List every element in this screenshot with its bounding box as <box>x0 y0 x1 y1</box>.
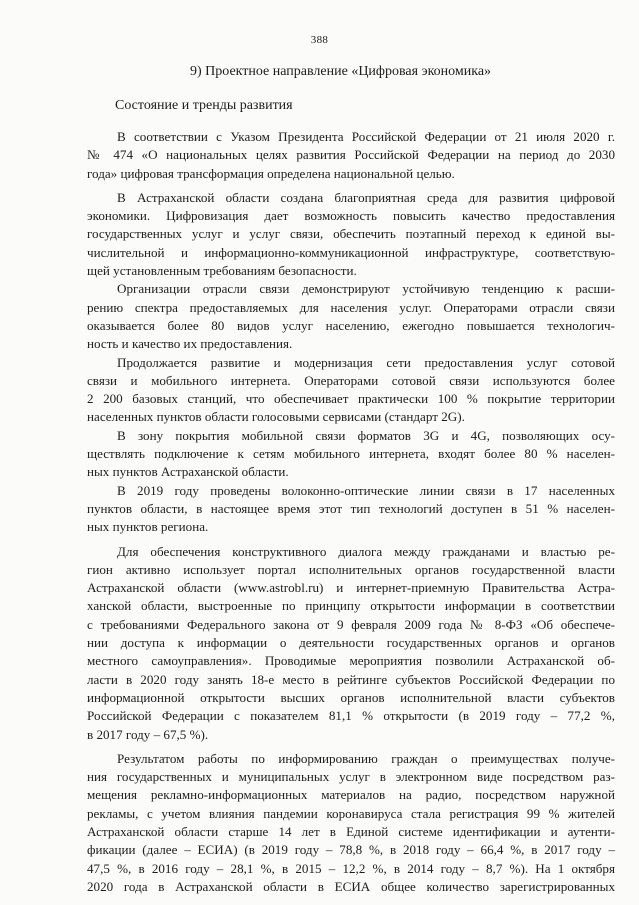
text-line: ных пунктов Астраханской области. <box>87 464 289 480</box>
text-line: Астраханской области старше 14 лет в Единой системе идентификации и аутенти- <box>87 823 615 839</box>
text-line: населенных пунктов области голосовыми сервисами (стандарт 2G). <box>87 409 465 425</box>
text-line: ществлять подключение к сетям мобильного интернета, входят более 80 % населен- <box>87 446 615 462</box>
text-line: Продолжается развитие и модернизация сети предоставления услуг сотовой <box>117 354 615 370</box>
paragraph <box>87 750 615 896</box>
text-line: В зону покрытия мобильной связи форматов 3G и 4G, позволяющих осу- <box>117 427 615 443</box>
subsection-title: Состояние и тренды развития <box>115 98 293 113</box>
paragraph <box>87 189 615 280</box>
paragraph <box>87 427 615 482</box>
text-line: экономики. Цифровизация дает возможность повысить качество предоставления <box>87 208 615 224</box>
text-line: рекламы, с учетом влияния пандемии коронавируса стала регистрация 99 % жителей <box>87 805 615 821</box>
text-line: В 2019 году проведены волоконно-оптические линии связи в 17 населенных <box>117 482 615 498</box>
text-line: фикации (далее – ЕСИА) (в 2019 году – 78,8 %, в 2018 году – 66,4 %, в 2017 году – <box>87 842 615 858</box>
text-line: государственных услуг и услуг связи, обеспечить поэтапный переход к единой вы- <box>87 226 615 242</box>
text-line: с требованиями Федерального закона от 9 февраля 2009 года № 8-ФЗ «Об обеспече- <box>87 616 615 632</box>
text-line: Для обеспечения конструктивного диалога между гражданами и властью ре- <box>117 543 615 559</box>
text-line: числительной и информационно-коммуникационной инфраструктуре, соответствую- <box>87 244 615 260</box>
document-body <box>87 128 615 896</box>
text-line: ния государственных и муниципальных услуг в электронном виде посредством раз- <box>87 769 615 785</box>
text-line: оказывается более 80 видов услуг населению, ежегодно повышается технологич- <box>87 317 615 333</box>
text-line: в 2017 году – 67,5 %). <box>87 726 209 742</box>
text-line: щей установленным требованиям безопасности. <box>87 263 357 279</box>
text-line: информационной открытости высших органов исполнительной власти субъектов <box>87 689 615 705</box>
paragraph <box>87 482 615 537</box>
text-line: года» цифровая трансформация определена национальной целью. <box>87 165 455 181</box>
text-line: Астраханской области (www.astrobl.ru) и интернет-приемную Правительства Астра- <box>87 580 615 596</box>
paragraph <box>87 128 615 183</box>
text-line: нии доступа к информации о деятельности государственных органов и органов <box>87 635 615 651</box>
paragraph <box>87 543 615 744</box>
page-number: 388 <box>310 34 329 46</box>
text-line: ных пунктов региона. <box>87 519 209 535</box>
text-line: ласти в 2020 году занять 18-е место в рейтинге субъектов Российской Федерации по <box>87 671 615 687</box>
text-line: ханской области, выстроенные по принципу открытости информации в соответствии <box>87 598 615 614</box>
text-line: гион активно использует портал исполнительных органов государственной власти <box>87 561 615 577</box>
text-line: 2020 года в Астраханской области в ЕСИА общее количество зарегистрированных <box>87 878 615 894</box>
text-line: В Астраханской области создана благоприятная среда для развития цифровой <box>117 189 615 205</box>
text-line: № 474 «О национальных целях развития Российской Федерации на период до 2030 <box>87 147 615 163</box>
text-line: Российской Федерации с показателем 81,1 % открытости (в 2019 году – 77,2 %, <box>87 708 615 724</box>
text-line: мещения рекламно-информационных материалов на радио, посредством наружной <box>87 787 615 803</box>
text-line: Результатом работы по информированию граждан о преимуществах получе- <box>117 750 615 766</box>
text-line: В соответствии с Указом Президента Российской Федерации от 21 июля 2020 г. <box>117 129 615 144</box>
text-line: ность и качество их предоставления. <box>87 336 293 352</box>
section-title: 9) Проектное направление «Цифровая экономика» <box>190 64 492 79</box>
paragraph <box>87 354 615 427</box>
text-line: пунктов области, в настоящее время этот тип технологий доступен в 51 % населен- <box>87 500 615 516</box>
text-line: связи и мобильного интернета. Операторами сотовой связи используются более <box>87 372 615 388</box>
text-line: рению спектра предоставляемых для населения услуг. Операторами отрасли связи <box>87 299 615 315</box>
text-line: 47,5 %, в 2016 году – 28,1 %, в 2015 – 12,2 %, в 2014 году – 8,7 %). На 1 октября <box>87 860 615 876</box>
text-line: Организации отрасли связи демонстрируют устойчивую тенденцию к расши- <box>117 281 615 297</box>
text-line: местного самоуправления». Проводимые мероприятия позволили Астраханской об- <box>87 653 615 669</box>
text-line: 2 200 базовых станций, что обеспечивает практически 100 % покрытие территории <box>87 391 615 407</box>
paragraph <box>87 280 615 353</box>
